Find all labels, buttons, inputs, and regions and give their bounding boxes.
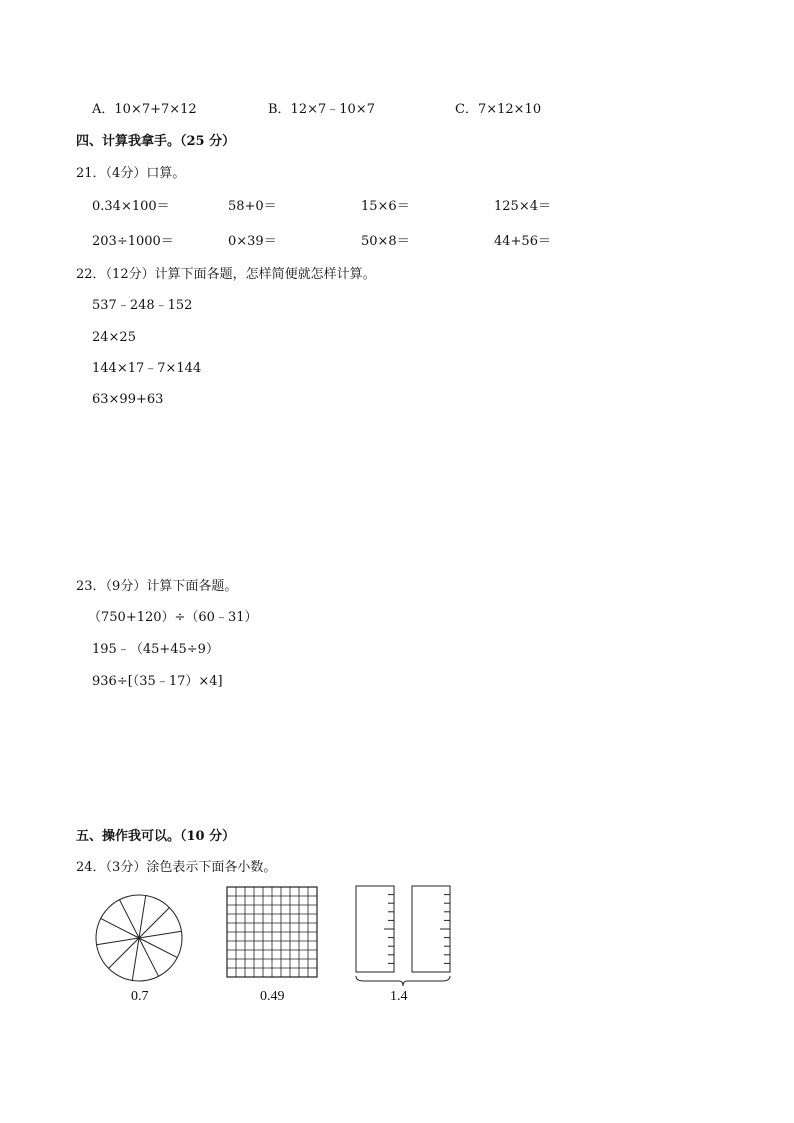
sector-divider xyxy=(139,938,159,976)
q22-item: 144×17﹣7×144 xyxy=(92,361,202,376)
grid-label: 0.49 xyxy=(260,989,285,1004)
circle-label: 0.7 xyxy=(131,989,149,1004)
q24-header: 24．（3分）涂色表示下面各小数。 xyxy=(76,860,277,875)
q22-header: 22．（12分）计算下面各题，怎样简便就怎样计算。 xyxy=(76,267,376,282)
q22-item: 537﹣248﹣152 xyxy=(92,298,193,313)
q21-item: 203÷1000＝ xyxy=(92,234,174,249)
q21-item: 15×6＝ xyxy=(361,199,410,214)
sector-divider xyxy=(119,900,139,938)
ruler-bars-figure xyxy=(352,884,454,988)
q23-item: 195﹣（45+45÷9） xyxy=(92,642,219,657)
q21-header: 21．（4分）口算。 xyxy=(76,166,186,181)
q23-header: 23．（9分）计算下面各题。 xyxy=(76,579,238,594)
q21-item: 125×4＝ xyxy=(494,199,551,214)
q22-item: 63×99+63 xyxy=(92,392,164,407)
option-a: A．10×7+7×12 xyxy=(92,102,197,117)
q22-item: 24×25 xyxy=(92,330,136,345)
section-four-title: 四、计算我拿手。（25 分） xyxy=(76,134,236,149)
q23-item: （750+120）÷（60﹣31） xyxy=(88,610,258,625)
q21-item: 0×39＝ xyxy=(228,234,277,249)
hundred-grid-figure xyxy=(226,886,318,978)
brace-mark xyxy=(356,976,450,986)
ruler-label: 1.4 xyxy=(390,989,408,1004)
section-five-title: 五、操作我可以。（10 分） xyxy=(76,829,236,844)
sector-circle-figure xyxy=(94,893,184,983)
sector-divider xyxy=(139,938,177,958)
q21-item: 50×8＝ xyxy=(361,234,410,249)
q21-item: 0.34×100＝ xyxy=(92,199,170,214)
q21-item: 58+0＝ xyxy=(228,199,277,214)
q23-item: 936÷[（35﹣17）×4] xyxy=(92,674,223,689)
sector-divider xyxy=(101,918,139,938)
q21-item: 44+56＝ xyxy=(494,234,551,249)
option-b: B．12×7﹣10×7 xyxy=(268,102,375,117)
option-c: C．7×12×10 xyxy=(455,102,542,117)
